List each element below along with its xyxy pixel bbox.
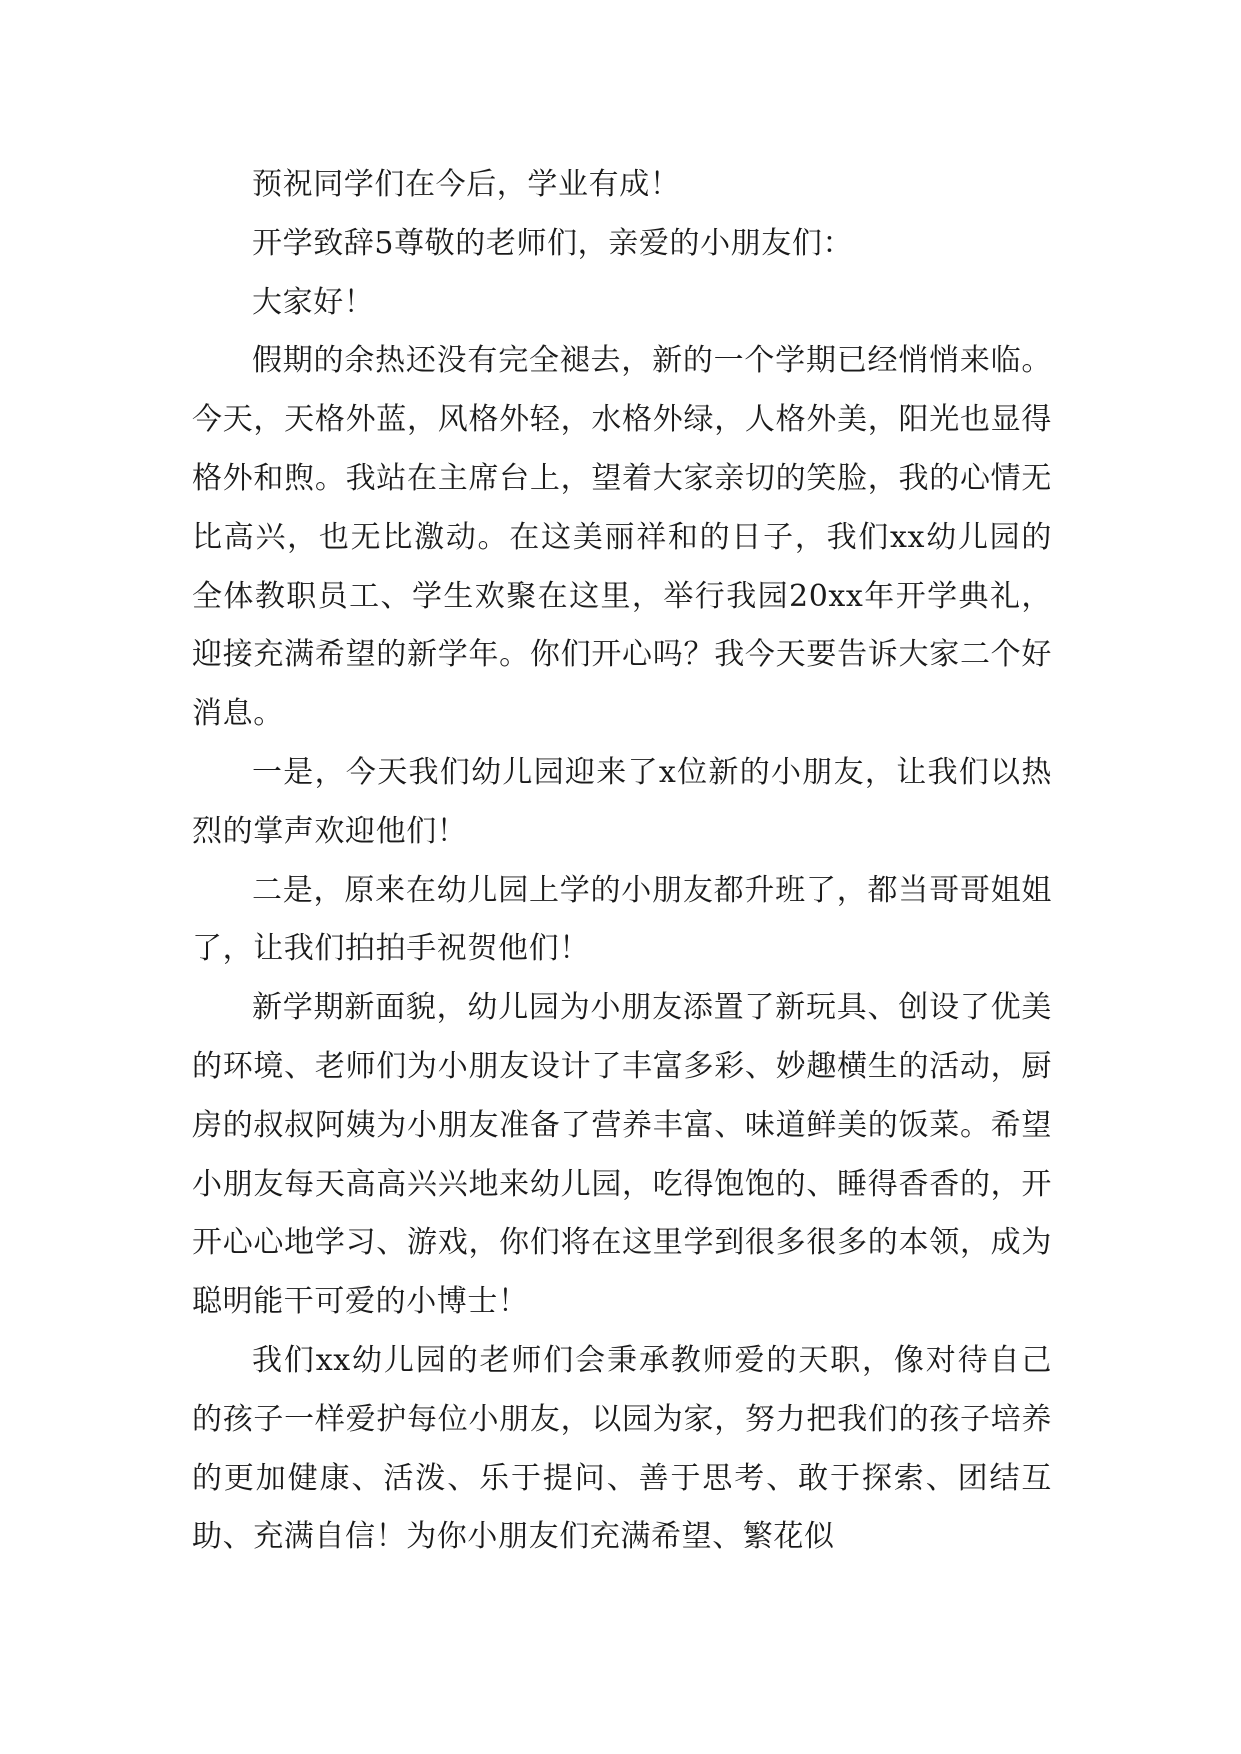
paragraph-teachers-pledge: 我们xx幼儿园的老师们会秉承教师爱的天职，像对待自己的孩子一样爱护每位小朋友，以园为家，努力把我们的孩子培养的更加健康、活泼、乐于提问、善于思考、敢于探索、团结互助、充满自信！为你小朋友们充满希望、繁花似	[192, 1342, 1052, 1555]
paragraph-new-term: 新学期新面貌，幼儿园为小朋友添置了新玩具、创设了优美的环境、老师们为小朋友设计了丰富多彩、妙趣横生的活动，厨房的叔叔阿姨为小朋友准备了营养丰富、味道鲜美的饭菜。希望小朋友每天高高兴兴地来幼儿园，吃得饱饱的、睡得香香的，开开心心地学习、游戏，你们将在这里学到很多很多的本领，成为聪明能干可爱的小博士！	[192, 990, 1052, 1320]
paragraph-speech-title: 开学致辞5尊敬的老师们，亲爱的小朋友们：	[252, 225, 854, 261]
paragraph-opening: 假期的余热还没有完全褪去，新的一个学期已经悄悄来临。今天，天格外蓝，风格外轻，水格外绿，人格外美，阳光也显得格外和煦。我站在主席台上，望着大家亲切的笑脸，我的心情无比高兴，也无比激动。在这美丽祥和的日子，我们xx幼儿园的全体教职员工、学生欢聚在这里，举行我园20xx年开学典礼，迎接充满希望的新学年。你们开心吗？我今天要告诉大家二个好消息。	[192, 343, 1052, 732]
document-body	[192, 156, 1052, 1567]
paragraph-good-news-one: 一是，今天我们幼儿园迎来了x位新的小朋友，让我们以热烈的掌声欢迎他们！	[192, 754, 1052, 849]
paragraph-good-news-two: 二是，原来在幼儿园上学的小朋友都升班了，都当哥哥姐姐了，让我们拍拍手祝贺他们！	[192, 872, 1052, 967]
paragraph-wish: 预祝同学们在今后，学业有成！	[252, 167, 681, 202]
paragraph-greeting: 大家好！	[252, 284, 375, 320]
